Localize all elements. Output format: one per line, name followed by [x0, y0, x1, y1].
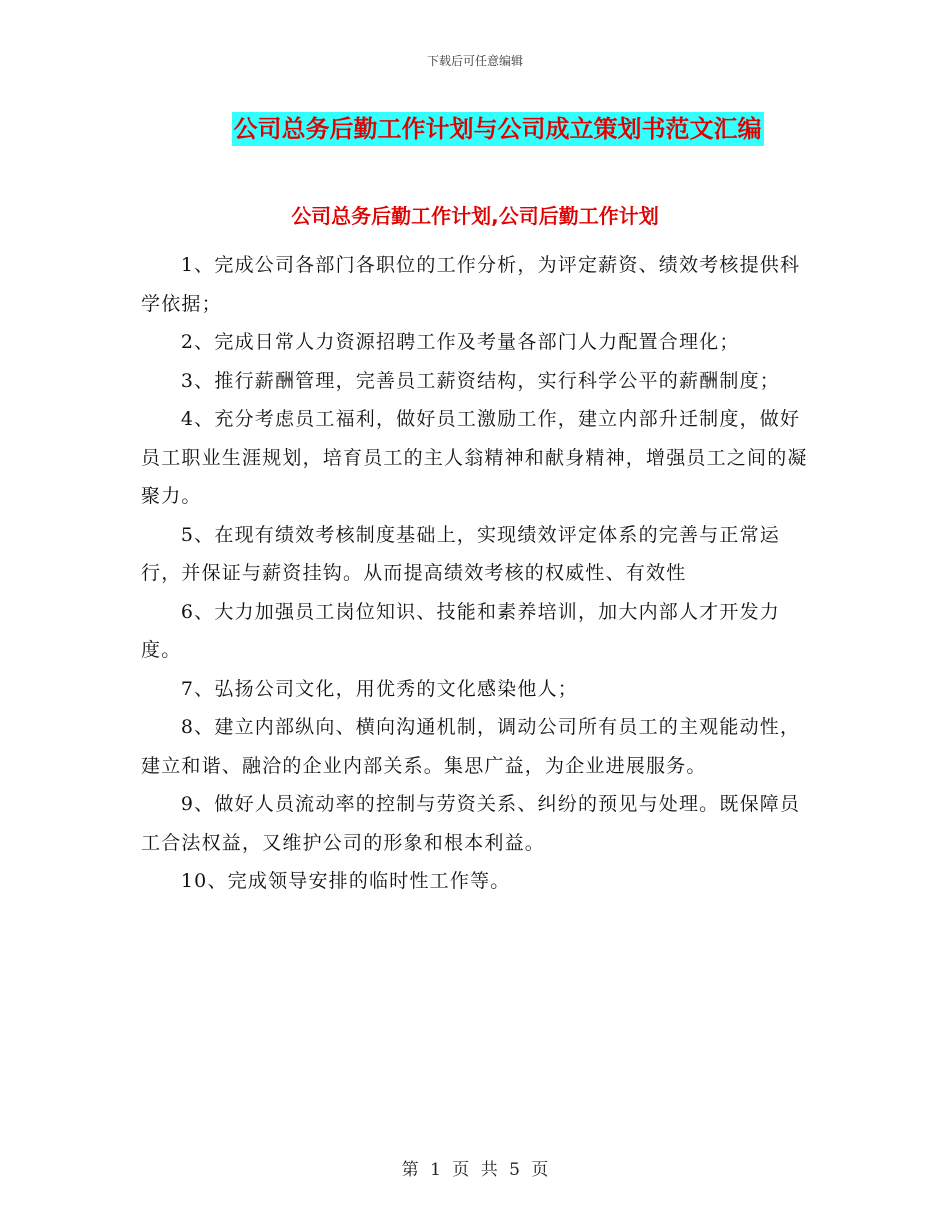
paragraph-6: 6、大力加强员工岗位知识、技能和素养培训，加大内部人才开发力度。: [141, 600, 780, 661]
paragraph-1: 1、完成公司各部门各职位的工作分析，为评定薪资、绩效考核提供科学依据；: [141, 254, 801, 315]
page-header: 下载后可任意编辑: [426, 54, 523, 68]
paragraph-4: 4、充分考虑员工福利，做好员工激励工作，建立内部升迁制度，做好员工职业生涯规划，培育员工的主人翁精神和献身精神，增强员工之间的凝聚力。: [141, 408, 808, 507]
paragraph-2: 2、完成日常人力资源招聘工作及考量各部门人力配置合理化；: [180, 331, 740, 353]
paragraph-9: 9、做好人员流动率的控制与劳资关系、纠纷的预见与处理。既保障员工合法权益，又维护公司的形象和根本利益。: [141, 793, 801, 854]
paragraph-7: 7、弘扬公司文化，用优秀的文化感染他人；: [180, 677, 578, 700]
document-title: 公司总务后勤工作计划与公司成立策划书范文汇编: [232, 112, 764, 146]
document-title-container: [0, 112, 950, 146]
page-footer: 第 1 页 共 5 页: [401, 1160, 549, 1180]
paragraph-5: 5、在现有绩效考核制度基础上，实现绩效评定体系的完善与正常运行，并保证与薪资挂钩。从而提高绩效考核的权威性、有效性: [141, 523, 780, 584]
document-body: [141, 246, 811, 901]
section-title: 公司总务后勤工作计划,公司后勤工作计划: [291, 204, 659, 228]
paragraph-10: 10、完成领导安排的临时性工作等。: [180, 870, 511, 892]
paragraph-8: 8、建立内部纵向、横向沟通机制，调动公司所有员工的主观能动性，建立和谐、融洽的企业内部关系。集思广益，为企业进展服务。: [141, 716, 801, 777]
paragraph-3: 3、推行薪酬管理，完善员工薪资结构，实行科学公平的薪酬制度；: [180, 369, 780, 392]
